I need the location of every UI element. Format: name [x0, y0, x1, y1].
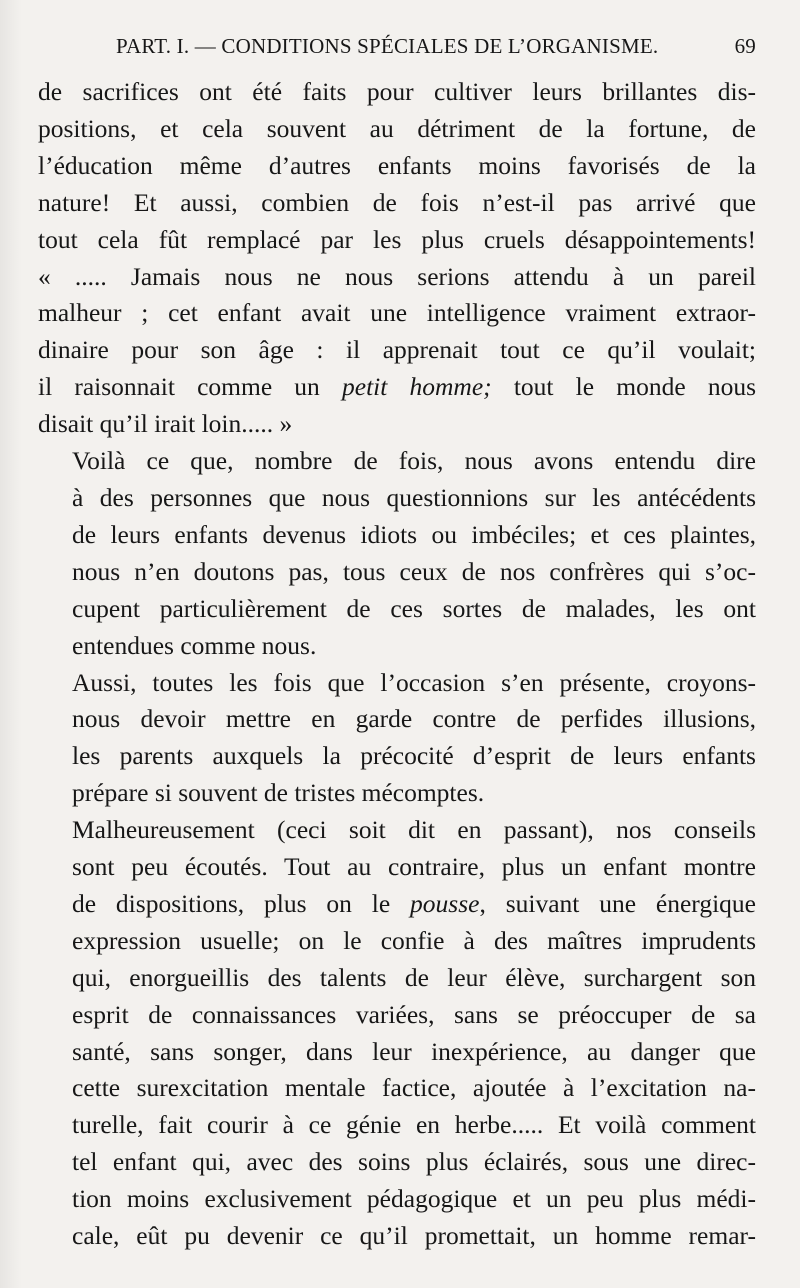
text-run: de dispositions, plus on le: [72, 888, 411, 918]
text-run: , suivant une énergique: [479, 888, 756, 918]
text-line: prépare si souvent de tristes mécomptes.: [72, 778, 485, 808]
text-line: expression usuelle; on le confie à des maîtres imprudents: [72, 925, 756, 955]
text-line: de leurs enfants devenus idiots ou imbéciles; et ces plaintes,: [72, 519, 756, 549]
text-line: Voilà ce que, nombre de fois, nous avons entendu dire: [72, 446, 756, 476]
text-line: turelle, fait courir à ce génie en herbe..... Et voilà comment: [72, 1110, 756, 1140]
text-line: disait qu’il irait loin..... »: [38, 409, 293, 439]
text-line: sont peu écoutés. Tout au contraire, plus un enfant montre: [72, 852, 756, 882]
text-line: tion moins exclusivement pédagogique et un peu plus médi-: [72, 1184, 756, 1214]
text-line: esprit de connaissances variées, sans se préoccuper de sa: [72, 999, 756, 1029]
text-line: dinaire pour son âge : il apprenait tout ce qu’il voulait;: [38, 335, 756, 365]
text-line: à des personnes que nous questionnions sur les antécédents: [72, 482, 756, 512]
body-text: [38, 74, 756, 1255]
text-line: malheur ; cet enfant avait une intelligence vraiment extraor-: [38, 298, 756, 328]
text-line: tout cela fût remplacé par les plus cruels désappointements!: [38, 224, 756, 254]
text-line: qui, enorgueillis des talents de leur élève, surchargent son: [72, 962, 756, 992]
paragraph-2: [38, 443, 756, 664]
text-run: tout le monde nous: [491, 372, 756, 402]
text-line: « ..... Jamais nous ne nous serions attendu à un pareil: [38, 261, 756, 291]
running-title: PART. I. — CONDITIONS SPÉCIALES DE L’ORGANISME.: [116, 34, 659, 58]
text-line: santé, sans songer, dans leur inexpérience, au danger que: [72, 1036, 756, 1066]
text-line: l’éducation même d’autres enfants moins favorisés de la: [38, 150, 756, 180]
text-line: nature! Et aussi, combien de fois n’est-il pas arrivé que: [38, 187, 756, 217]
text-line: nous n’en doutons pas, tous ceux de nos confrères qui s’oc-: [72, 556, 756, 586]
paragraph-3: [38, 665, 756, 813]
page-number: 69: [734, 34, 756, 58]
text-line: Aussi, toutes les fois que l’occasion s’en présente, croyons-: [72, 667, 756, 697]
running-head: [38, 34, 756, 74]
text-line: tel enfant qui, avec des soins plus éclairés, sous une direc-: [72, 1147, 756, 1177]
text-line: entendues comme nous.: [72, 630, 317, 660]
italic-word: pousse: [410, 888, 480, 918]
italic-phrase: petit homme;: [342, 372, 492, 402]
text-line: cale, eût pu devenir ce qu’il promettait, un homme remar-: [72, 1221, 756, 1251]
paragraph-1: [38, 74, 756, 443]
text-run: il raisonnait comme un: [38, 372, 342, 402]
text-line: cette surexcitation mentale factice, ajoutée à l’excitation na-: [72, 1073, 756, 1103]
text-line: nous devoir mettre en garde contre de perfides illusions,: [72, 704, 756, 734]
text-line: [38, 886, 756, 923]
text-line: Malheureusement (ceci soit dit en passant), nos conseils: [72, 815, 756, 845]
paragraph-4: [38, 812, 756, 1255]
text-line: positions, et cela souvent au détriment de la fortune, de: [38, 113, 756, 143]
text-line: [38, 369, 756, 406]
text-line: les parents auxquels la précocité d’esprit de leurs enfants: [72, 741, 756, 771]
text-line: cupent particulièrement de ces sortes de malades, les ont: [72, 593, 756, 623]
text-line: de sacrifices ont été faits pour cultiver leurs brillantes dis-: [38, 77, 756, 106]
